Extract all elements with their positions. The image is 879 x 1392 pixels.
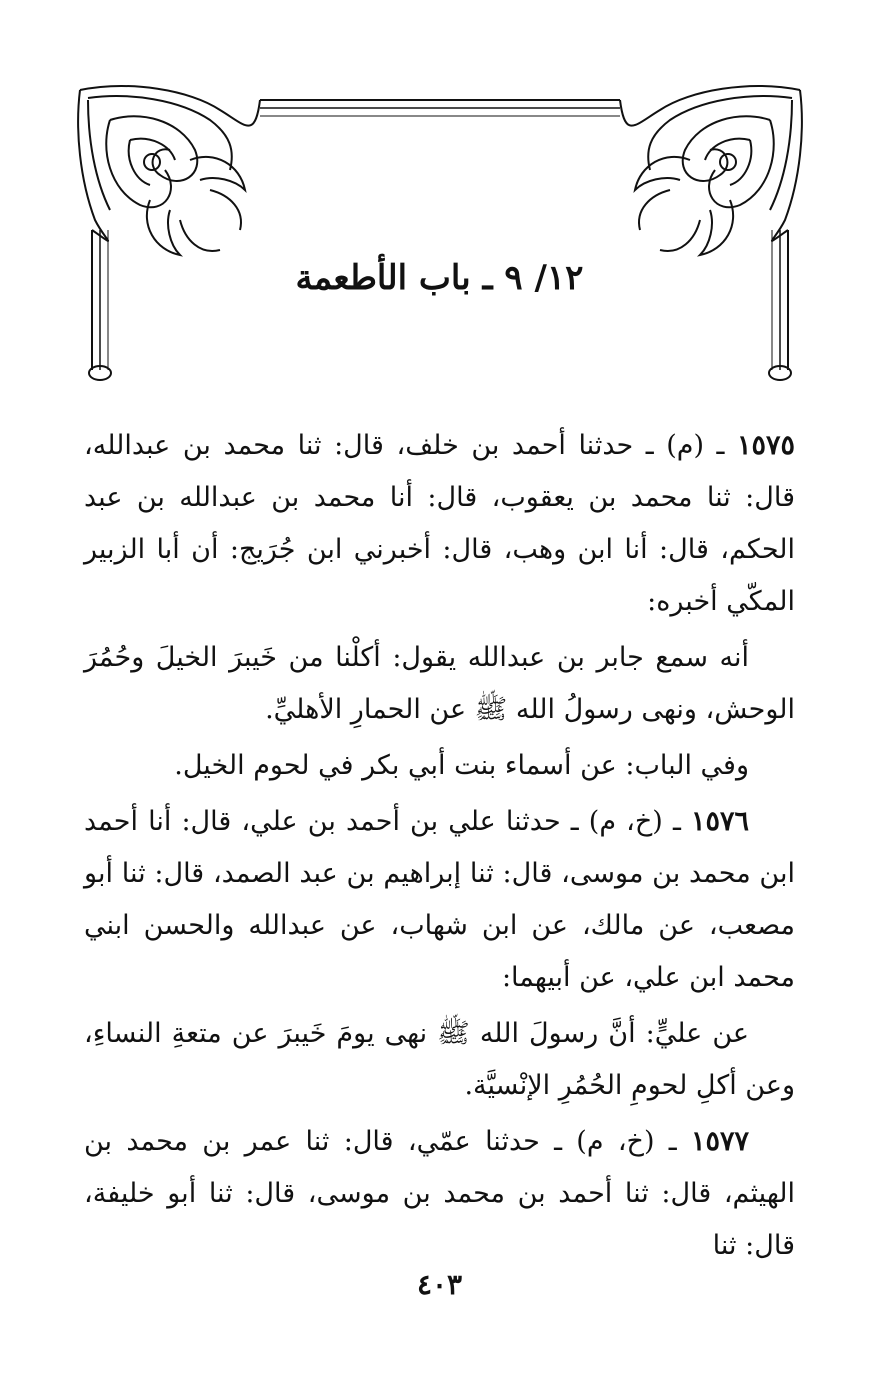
matn-paragraph <box>84 1008 795 1112</box>
left-corner-ornament <box>78 86 260 255</box>
paragraph-1576 <box>84 796 795 1004</box>
isnad-text: ـ (خ، م) ـ حدثنا عمّي، قال: ثنا عمر بن محمد بن الهيثم، قال: ثنا أحمد بن محمد بن موسى، قال: ثنا أبو خليفة، قال: ثنا <box>84 1126 795 1261</box>
hadith-number: ١٥٧٥ <box>736 430 795 461</box>
isnad-text: ـ (خ، م) ـ حدثنا علي بن أحمد بن علي، قال: أنا أحمد ابن محمد بن موسى، قال: ثنا إبراهيم بن عبد الصمد، قال: ثنا أبو مصعب، عن مالك، عن ابن شهاب، عن عبدالله والحسن ابني محمد ابن علي، عن أبيهما: <box>84 806 795 993</box>
ornamental-frame <box>70 80 810 390</box>
bab-note-paragraph <box>84 740 795 792</box>
matn-text: أنه سمع جابر بن عبدالله يقول: أكلْنا من خَيبرَ الخيلَ وحُمُرَ الوحش، ونهى رسولُ الله ﷺ عن الحمارِ الأهليِّ. <box>84 642 795 725</box>
paragraph-1577 <box>84 1116 795 1272</box>
bab-note-text: وفي الباب: عن أسماء بنت أبي بكر في لحوم الخيل. <box>174 750 749 781</box>
paragraph-1575 <box>84 420 795 628</box>
matn-text: عن عليٍّ: أنَّ رسولَ الله ﷺ نهى يومَ خَيبرَ عن متعةِ النساءِ، وعن أكلِ لحومِ الحُمُرِ الإنْسيَّة. <box>84 1018 795 1101</box>
page-number: ٤٠٣ <box>416 1268 463 1301</box>
hadith-text <box>84 420 795 1276</box>
hadith-number: ١٥٧٦ <box>690 806 749 837</box>
chapter-title: ١٢/ ٩ ـ باب الأطعمة <box>295 258 584 298</box>
matn-paragraph <box>84 632 795 736</box>
right-corner-ornament <box>620 86 802 255</box>
isnad-text: ـ (م) ـ حدثنا أحمد بن خلف، قال: ثنا محمد بن عبدالله، قال: ثنا محمد بن يعقوب، قال: أنا محمد بن عبدالله بن عبد الحكم، قال: أنا ابن وهب، قال: أخبرني ابن جُرَيج: أن أبا الزبير المكّي أخبره: <box>84 430 795 617</box>
hadith-number: ١٥٧٧ <box>690 1126 749 1157</box>
